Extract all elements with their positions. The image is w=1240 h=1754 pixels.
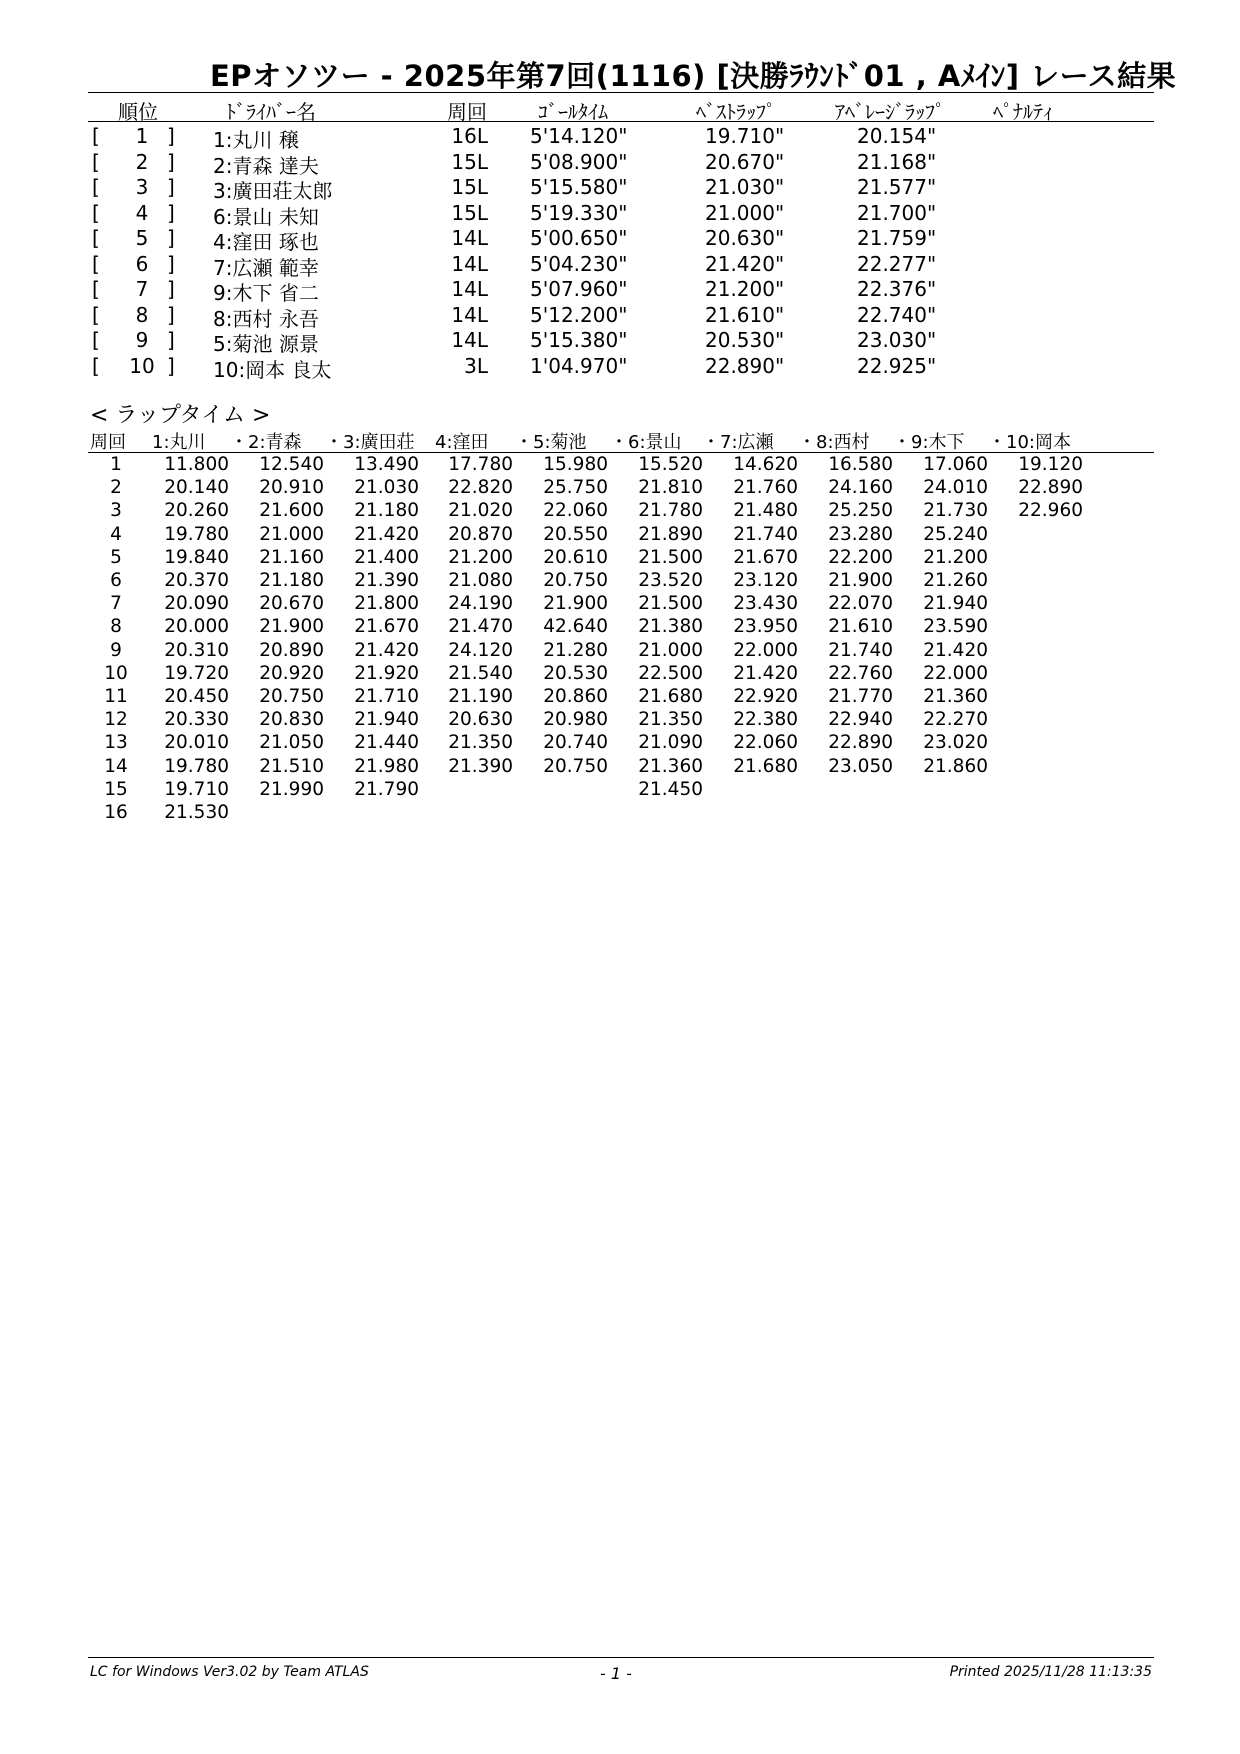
lap-time-cell: 17.780 [448, 454, 513, 475]
lap-time-cell: 22.200 [828, 546, 893, 568]
lap-time-cell: 23.120 [733, 570, 798, 591]
results-header [0, 96, 1240, 122]
result-laps: 16L [451, 124, 488, 148]
laptime-header-rule [88, 452, 1154, 453]
lap-time-cell: 20.530 [543, 662, 608, 684]
lap-time-cell: 20.750 [543, 755, 608, 777]
result-driver: 7:広瀬 範幸 [213, 255, 319, 280]
lap-time-cell: 22.270 [923, 709, 988, 731]
results-header-rule [88, 121, 1154, 122]
lap-time-cell: 21.470 [448, 616, 513, 638]
lap-time-cell: 21.390 [354, 570, 419, 591]
result-best-lap: 19.710" [705, 124, 785, 148]
result-best-lap: 21.420" [705, 251, 785, 276]
result-driver: 8:西村 永吾 [213, 306, 319, 331]
lap-time-cell: 24.010 [923, 477, 988, 499]
lap-time-cell: 20.090 [164, 593, 229, 615]
bracket-close: ] [167, 353, 175, 378]
lap-time-cell: 25.240 [923, 523, 988, 545]
lap-time-cell: 21.940 [923, 593, 988, 615]
bracket-open: [ [92, 149, 100, 174]
lap-time-cell: 20.310 [164, 639, 229, 661]
lap-time-cell: 21.090 [638, 732, 703, 754]
result-row [0, 303, 1240, 329]
bracket-close: ] [167, 226, 175, 250]
bracket-open: [ [92, 175, 100, 199]
bracket-close: ] [167, 251, 175, 276]
lap-time-cell: 15.980 [543, 454, 608, 475]
lap-number: 8 [110, 616, 122, 638]
lap-number: 3 [110, 500, 122, 522]
lap-time-cell: 21.670 [354, 616, 419, 638]
lap-time-cell: 20.330 [164, 709, 229, 731]
lap-time-cell: 21.180 [354, 500, 419, 522]
result-avg-lap: 21.700" [857, 200, 937, 225]
result-driver: 2:青森 達夫 [213, 153, 319, 178]
result-best-lap: 21.000" [705, 200, 785, 225]
lap-time-cell: 22.060 [543, 500, 608, 522]
lap-time-cell: 21.000 [638, 639, 703, 661]
lap-number: 9 [110, 639, 122, 661]
result-position: 5 [135, 226, 149, 250]
lap-time-cell: 21.780 [638, 500, 703, 522]
laptime-row [0, 477, 1240, 500]
result-goal-time: 5'15.380" [530, 328, 628, 352]
lap-time-cell: 21.710 [354, 686, 419, 707]
lap-time-cell: 21.530 [164, 802, 229, 823]
lap-time-cell: 20.740 [543, 732, 608, 754]
laptime-row [0, 616, 1240, 639]
result-laps: 15L [451, 175, 488, 199]
lap-time-cell: 23.950 [733, 616, 798, 638]
result-laps: 15L [451, 149, 488, 174]
lap-time-cell: 20.630 [448, 709, 513, 731]
bracket-close: ] [167, 200, 175, 225]
lap-time-cell: 21.770 [828, 686, 893, 707]
result-position: 4 [135, 200, 149, 225]
lap-number: 13 [104, 732, 128, 754]
lap-time-cell: 21.680 [638, 686, 703, 707]
result-driver: 1:丸川 穣 [213, 128, 299, 152]
lap-time-cell: 21.480 [733, 500, 798, 522]
result-position: 6 [135, 251, 149, 276]
result-goal-time: 5'14.120" [530, 124, 628, 148]
lap-time-cell: 21.890 [638, 523, 703, 545]
lap-time-cell: 21.940 [354, 709, 419, 731]
header-driver: ﾄﾞﾗｲﾊﾞｰ名 [226, 100, 316, 124]
lap-time-cell: 22.890 [828, 732, 893, 754]
lap-time-cell: 21.600 [259, 500, 324, 522]
result-laps: 15L [451, 200, 488, 225]
result-goal-time: 5'12.200" [530, 302, 628, 327]
result-best-lap: 22.890" [705, 353, 785, 378]
bracket-close: ] [167, 149, 175, 174]
lap-time-cell: 21.440 [354, 732, 419, 754]
result-avg-lap: 20.154" [857, 124, 937, 148]
laptime-column-header: ・5:菊池 [515, 432, 587, 453]
laptime-header [0, 428, 1240, 452]
result-avg-lap: 22.740" [857, 302, 937, 327]
lap-time-cell: 21.160 [259, 546, 324, 568]
lap-number: 4 [110, 523, 122, 545]
bracket-open: [ [92, 200, 100, 225]
lap-time-cell: 21.260 [923, 570, 988, 591]
lap-time-cell: 20.870 [448, 523, 513, 545]
laptime-column-header: ・9:木下 [893, 432, 965, 453]
result-position: 9 [135, 328, 149, 352]
laptime-row [0, 732, 1240, 755]
lap-time-cell: 22.760 [828, 662, 893, 684]
result-position: 10 [129, 353, 155, 378]
laptime-column-header: ・8:西村 [798, 432, 870, 453]
result-position: 2 [135, 149, 149, 174]
lap-time-cell: 22.960 [1018, 500, 1083, 522]
result-best-lap: 20.630" [705, 226, 785, 250]
result-avg-lap: 23.030" [857, 328, 937, 352]
lap-time-cell: 24.120 [448, 639, 513, 661]
lap-number: 2 [110, 477, 122, 499]
lap-time-cell: 22.820 [448, 477, 513, 499]
lap-time-cell: 21.800 [354, 593, 419, 615]
result-laps: 14L [451, 251, 488, 276]
lap-time-cell: 20.910 [259, 477, 324, 499]
header-avg-lap: ｱﾍﾞﾚｰｼﾞﾗｯﾌﾟ [835, 100, 945, 124]
result-row [0, 201, 1240, 227]
result-goal-time: 5'08.900" [530, 149, 628, 174]
lap-number: 10 [104, 662, 128, 684]
lap-time-cell: 21.350 [638, 709, 703, 731]
result-row [0, 328, 1240, 354]
lap-time-cell: 25.750 [543, 477, 608, 499]
result-avg-lap: 22.925" [857, 353, 937, 378]
lap-time-cell: 21.280 [543, 639, 608, 661]
result-row [0, 150, 1240, 176]
lap-time-cell: 21.350 [448, 732, 513, 754]
lap-time-cell: 21.500 [638, 593, 703, 615]
lap-time-cell: 20.370 [164, 570, 229, 591]
lap-time-cell: 21.990 [259, 778, 324, 800]
lap-time-cell: 21.420 [923, 639, 988, 661]
lap-time-cell: 19.780 [164, 523, 229, 545]
result-position: 8 [135, 302, 149, 327]
lap-time-cell: 21.050 [259, 732, 324, 754]
lap-time-cell: 21.380 [638, 616, 703, 638]
laptime-row [0, 756, 1240, 779]
result-driver: 5:菊池 源景 [213, 332, 319, 356]
lap-time-cell: 24.160 [828, 477, 893, 499]
lap-time-cell: 17.060 [923, 454, 988, 475]
result-position: 3 [135, 175, 149, 199]
lap-time-cell: 20.920 [259, 662, 324, 684]
laptime-column-header: ・7:広瀬 [702, 432, 774, 453]
bracket-close: ] [167, 124, 175, 148]
result-laps: 14L [451, 302, 488, 327]
lap-time-cell: 22.060 [733, 732, 798, 754]
laptime-row [0, 547, 1240, 570]
result-best-lap: 21.030" [705, 175, 785, 199]
lap-time-cell: 21.200 [448, 546, 513, 568]
lap-time-cell: 23.590 [923, 616, 988, 638]
lap-time-cell: 21.500 [638, 546, 703, 568]
result-row [0, 277, 1240, 303]
bracket-open: [ [92, 302, 100, 327]
result-avg-lap: 21.577" [857, 175, 937, 199]
result-goal-time: 5'04.230" [530, 251, 628, 276]
result-laps: 14L [451, 328, 488, 352]
lap-time-cell: 21.450 [638, 778, 703, 800]
lap-time-cell: 21.810 [638, 477, 703, 499]
laptime-column-header: ・2:青森 [230, 432, 302, 453]
footer-rule [88, 1657, 1154, 1658]
lap-time-cell: 21.510 [259, 755, 324, 777]
lap-number: 12 [104, 709, 128, 731]
lap-time-cell: 20.000 [164, 616, 229, 638]
result-driver: 4:窪田 琢也 [213, 230, 319, 254]
lap-number: 15 [104, 778, 128, 800]
result-best-lap: 21.200" [705, 277, 785, 301]
bracket-close: ] [167, 175, 175, 199]
lap-time-cell: 21.030 [354, 477, 419, 499]
header-laps: 周回 [447, 100, 487, 124]
lap-time-cell: 21.360 [923, 686, 988, 707]
result-goal-time: 5'00.650" [530, 226, 628, 250]
lap-time-cell: 22.000 [733, 639, 798, 661]
lap-time-cell: 20.010 [164, 732, 229, 754]
laptime-column-header: ・3:廣田荘 [325, 432, 415, 453]
header-position: 順位 [118, 100, 158, 124]
lap-time-cell: 19.720 [164, 662, 229, 684]
footer-printed: Printed 2025/11/28 11:13:35 [949, 1664, 1152, 1680]
lap-number: 5 [110, 546, 122, 568]
header-lap-number: 周回 [90, 432, 126, 453]
header-best-lap: ﾍﾞｽﾄﾗｯﾌﾟ [696, 100, 776, 124]
lap-time-cell: 20.750 [259, 686, 324, 707]
laptime-column-header: ・6:景山 [610, 432, 682, 453]
lap-time-cell: 21.420 [733, 662, 798, 684]
bracket-open: [ [92, 328, 100, 352]
lap-time-cell: 21.610 [828, 616, 893, 638]
lap-time-cell: 20.980 [543, 709, 608, 731]
bracket-open: [ [92, 353, 100, 378]
lap-time-cell: 19.840 [164, 546, 229, 568]
lap-time-cell: 20.750 [543, 570, 608, 591]
lap-time-cell: 21.760 [733, 477, 798, 499]
bracket-open: [ [92, 226, 100, 250]
lap-time-cell: 19.780 [164, 755, 229, 777]
bracket-close: ] [167, 302, 175, 327]
result-laps: 3L [464, 353, 488, 378]
laptime-row [0, 709, 1240, 732]
lap-number: 1 [110, 454, 122, 475]
result-avg-lap: 22.376" [857, 277, 937, 301]
result-driver: 10:岡本 良太 [213, 357, 332, 382]
lap-time-cell: 20.260 [164, 500, 229, 522]
lap-time-cell: 21.670 [733, 546, 798, 568]
laptime-row [0, 663, 1240, 686]
lap-number: 14 [104, 755, 128, 777]
lap-time-cell: 22.070 [828, 593, 893, 615]
header-goal-time: ｺﾞｰﾙﾀｲﾑ [538, 100, 608, 124]
laptime-row [0, 454, 1240, 477]
result-laps: 14L [451, 277, 488, 301]
result-position: 1 [135, 124, 149, 148]
footer-software: LC for Windows Ver3.02 by Team ATLAS [90, 1664, 369, 1680]
result-goal-time: 5'07.960" [530, 277, 628, 301]
lap-time-cell: 20.830 [259, 709, 324, 731]
lap-time-cell: 21.360 [638, 755, 703, 777]
lap-time-cell: 11.800 [164, 454, 229, 475]
result-row [0, 226, 1240, 252]
result-goal-time: 5'15.580" [530, 175, 628, 199]
lap-time-cell: 12.540 [259, 454, 324, 475]
result-avg-lap: 22.277" [857, 251, 937, 276]
lap-time-cell: 20.550 [543, 523, 608, 545]
lap-time-cell: 20.670 [259, 593, 324, 615]
lap-time-cell: 25.250 [828, 500, 893, 522]
result-driver: 6:景山 未知 [213, 204, 319, 229]
result-goal-time: 1'04.970" [530, 353, 628, 378]
laptime-row [0, 570, 1240, 593]
lap-time-cell: 21.420 [354, 523, 419, 545]
lap-time-cell: 21.000 [259, 523, 324, 545]
lap-time-cell: 21.900 [543, 593, 608, 615]
laptime-row [0, 640, 1240, 663]
laptime-row [0, 686, 1240, 709]
lap-time-cell: 13.490 [354, 454, 419, 475]
lap-time-cell: 22.000 [923, 662, 988, 684]
lap-time-cell: 16.580 [828, 454, 893, 475]
page-title: EPオソツー - 2025年第7回(1116) [決勝ﾗｳﾝﾄﾞ01 , Aﾒｲﾝ] レース結果 [210, 59, 1177, 93]
laptime-row [0, 524, 1240, 547]
lap-time-cell: 23.520 [638, 570, 703, 591]
result-row [0, 252, 1240, 278]
laptime-row [0, 802, 1240, 825]
result-row [0, 124, 1240, 150]
result-driver: 3:廣田荘太郎 [213, 179, 333, 203]
result-goal-time: 5'19.330" [530, 200, 628, 225]
laptime-row [0, 593, 1240, 616]
result-driver: 9:木下 省二 [213, 281, 319, 305]
lap-time-cell: 14.620 [733, 454, 798, 475]
lap-time-cell: 21.860 [923, 755, 988, 777]
lap-time-cell: 21.400 [354, 546, 419, 568]
bracket-close: ] [167, 328, 175, 352]
lap-time-cell: 42.640 [543, 616, 608, 638]
lap-time-cell: 24.190 [448, 593, 513, 615]
lap-time-cell: 20.140 [164, 477, 229, 499]
result-best-lap: 21.610" [705, 302, 785, 327]
lap-time-cell: 21.920 [354, 662, 419, 684]
result-best-lap: 20.670" [705, 149, 785, 174]
lap-time-cell: 22.500 [638, 662, 703, 684]
footer-page-number: - 1 - [600, 1664, 632, 1683]
lap-time-cell: 21.540 [448, 662, 513, 684]
lap-time-cell: 21.200 [923, 546, 988, 568]
bracket-open: [ [92, 277, 100, 301]
lap-time-cell: 21.420 [354, 639, 419, 661]
result-laps: 14L [451, 226, 488, 250]
lap-time-cell: 22.940 [828, 709, 893, 731]
lap-time-cell: 21.180 [259, 570, 324, 591]
lap-time-cell: 21.730 [923, 500, 988, 522]
lap-time-cell: 21.740 [828, 639, 893, 661]
lap-time-cell: 23.020 [923, 732, 988, 754]
lap-time-cell: 21.390 [448, 755, 513, 777]
result-row [0, 354, 1240, 380]
laptime-row [0, 779, 1240, 802]
lap-time-cell: 21.900 [828, 570, 893, 591]
result-best-lap: 20.530" [705, 328, 785, 352]
bracket-open: [ [92, 124, 100, 148]
lap-time-cell: 21.980 [354, 755, 419, 777]
lap-number: 16 [104, 802, 128, 823]
lap-time-cell: 21.020 [448, 500, 513, 522]
laptime-row [0, 500, 1240, 523]
lap-time-cell: 19.710 [164, 778, 229, 800]
laptime-column-header: 4:窪田 [435, 432, 489, 453]
lap-time-cell: 21.190 [448, 686, 513, 707]
laptime-column-header: ・10:岡本 [988, 432, 1071, 453]
lap-time-cell: 23.050 [828, 755, 893, 777]
bracket-close: ] [167, 277, 175, 301]
lap-time-cell: 15.520 [638, 454, 703, 475]
lap-number: 7 [110, 593, 122, 615]
result-row [0, 175, 1240, 201]
lap-time-cell: 23.430 [733, 593, 798, 615]
lap-time-cell: 23.280 [828, 523, 893, 545]
lap-time-cell: 21.740 [733, 523, 798, 545]
bracket-open: [ [92, 251, 100, 276]
lap-time-cell: 21.790 [354, 778, 419, 800]
lap-number: 11 [104, 686, 128, 707]
laptime-section-title: < ラップタイム > [90, 403, 271, 428]
lap-time-cell: 22.920 [733, 686, 798, 707]
lap-time-cell: 20.450 [164, 686, 229, 707]
result-avg-lap: 21.759" [857, 226, 937, 250]
header-penalty: ﾍﾟﾅﾙﾃｨ [993, 100, 1053, 124]
lap-time-cell: 21.680 [733, 755, 798, 777]
result-position: 7 [135, 277, 149, 301]
lap-time-cell: 21.080 [448, 570, 513, 591]
title-rule [88, 92, 1154, 93]
lap-time-cell: 20.610 [543, 546, 608, 568]
lap-time-cell: 20.890 [259, 639, 324, 661]
lap-time-cell: 21.900 [259, 616, 324, 638]
result-avg-lap: 21.168" [857, 149, 937, 174]
laptime-column-header: 1:丸川 [152, 432, 206, 453]
lap-time-cell: 22.890 [1018, 477, 1083, 499]
lap-time-cell: 22.380 [733, 709, 798, 731]
lap-time-cell: 19.120 [1018, 454, 1083, 475]
lap-time-cell: 20.860 [543, 686, 608, 707]
lap-number: 6 [110, 570, 122, 591]
